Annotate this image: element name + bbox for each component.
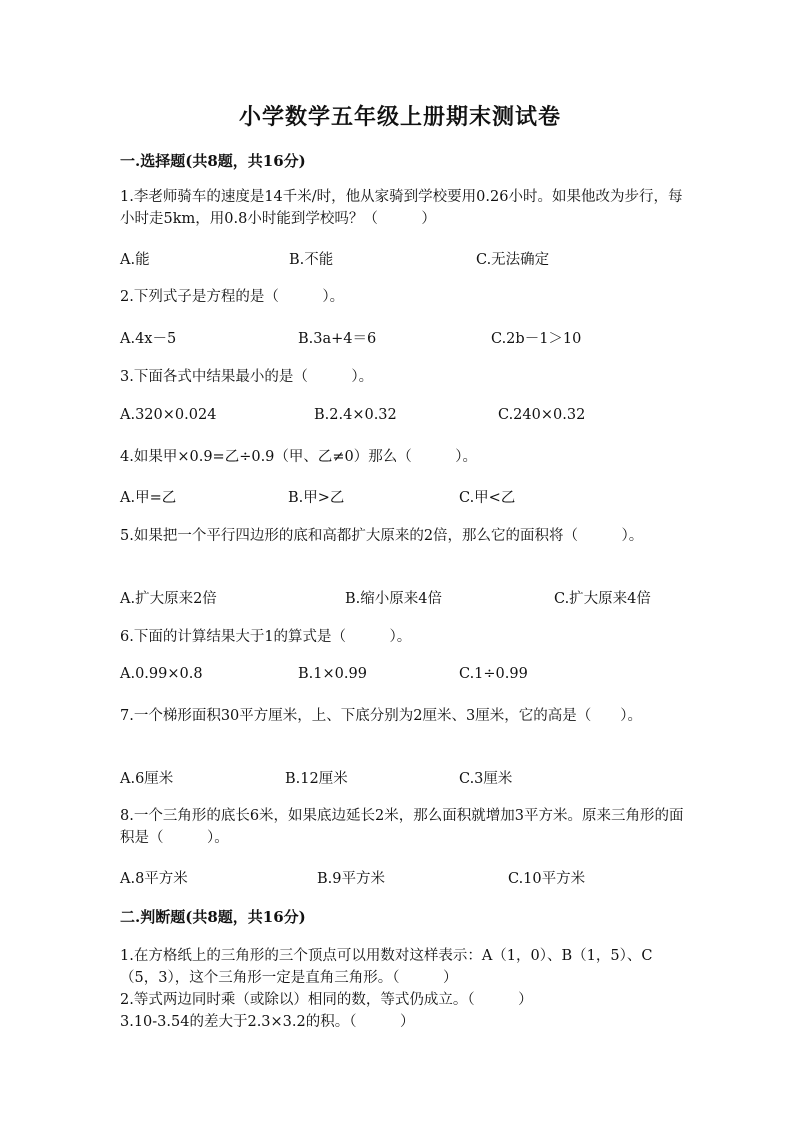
section-heading-choice: 一.选择题(共8题，共16分) — [120, 152, 306, 170]
question-text: 6.下面的计算结果大于1的算式是（ ）。 — [120, 629, 412, 645]
option-row — [120, 327, 690, 349]
option-row — [120, 867, 690, 889]
option-a[interactable]: A.能 — [120, 252, 150, 268]
question-text: 8.一个三角形的底长6米，如果底边延长2米，那么面积就增加3平方米。原来三角形的面积是（ ）。 — [120, 808, 684, 846]
option-b[interactable]: B.不能 — [289, 252, 334, 268]
option-a[interactable]: A.320×0.024 — [120, 407, 217, 423]
option-a[interactable]: A.0.99×0.8 — [120, 666, 203, 682]
option-c[interactable]: C.10平方米 — [508, 871, 586, 887]
option-b[interactable]: B.3a+4＝6 — [298, 331, 377, 347]
option-b[interactable]: B.2.4×0.32 — [314, 407, 397, 423]
option-b[interactable]: B.甲>乙 — [288, 490, 345, 506]
option-b[interactable]: B.缩小原来4倍 — [345, 591, 442, 607]
option-a[interactable]: A.甲=乙 — [120, 490, 177, 506]
option-c[interactable]: C.无法确定 — [476, 252, 550, 268]
option-row — [120, 587, 690, 609]
option-b[interactable]: B.1×0.99 — [298, 666, 367, 682]
judgement-question: 1.在方格纸上的三角形的三个顶点可以用数对这样表示：A（1，0）、B（1，5）、C（5，3），这个三角形一定是直角三角形。（ ） — [120, 948, 653, 986]
option-c[interactable]: C.2b－1＞10 — [491, 331, 582, 347]
option-a[interactable]: A.4x－5 — [120, 331, 177, 347]
option-row — [120, 407, 690, 429]
option-row — [120, 666, 690, 688]
question-text: 4.如果甲×0.9=乙÷0.9（甲、乙≠0）那么（ ）。 — [120, 449, 478, 465]
option-row — [120, 248, 690, 270]
judgement-question: 3.10-3.54的差大于2.3×3.2的积。（ ） — [120, 1014, 415, 1030]
option-c[interactable]: C.240×0.32 — [498, 407, 586, 423]
option-c[interactable]: C.1÷0.99 — [459, 666, 528, 682]
option-a[interactable]: A.6厘米 — [120, 771, 174, 787]
option-row — [120, 486, 690, 508]
question-text: 7.一个梯形面积30平方厘米，上、下底分别为2厘米、3厘米，它的高是（ ）。 — [120, 708, 642, 724]
question-text: 1.李老师骑车的速度是14千米/时，他从家骑到学校要用0.26小时。如果他改为步行，每小时走5km，用0.8小时能到学校吗？（ ） — [120, 189, 683, 227]
option-b[interactable]: B.12厘米 — [285, 771, 348, 787]
question-text: 2.下列式子是方程的是（ ）。 — [120, 289, 345, 305]
section-heading-judgement: 二.判断题(共8题，共16分) — [120, 908, 306, 926]
option-row — [120, 767, 690, 789]
option-b[interactable]: B.9平方米 — [317, 871, 385, 887]
option-c[interactable]: C.3厘米 — [459, 771, 513, 787]
option-c[interactable]: C.甲<乙 — [459, 490, 516, 506]
option-c[interactable]: C.扩大原来4倍 — [554, 591, 651, 607]
judgement-question: 2.等式两边同时乘（或除以）相同的数，等式仍成立。（ ） — [120, 992, 533, 1008]
page-title: 小学数学五年级上册期末测试卷 — [238, 104, 561, 130]
option-a[interactable]: A.扩大原来2倍 — [120, 591, 217, 607]
question-text: 3.下面各式中结果最小的是（ ）。 — [120, 369, 374, 385]
question-text: 5.如果把一个平行四边形的底和高都扩大原来的2倍，那么它的面积将（ ）。 — [120, 528, 644, 544]
option-a[interactable]: A.8平方米 — [120, 871, 188, 887]
